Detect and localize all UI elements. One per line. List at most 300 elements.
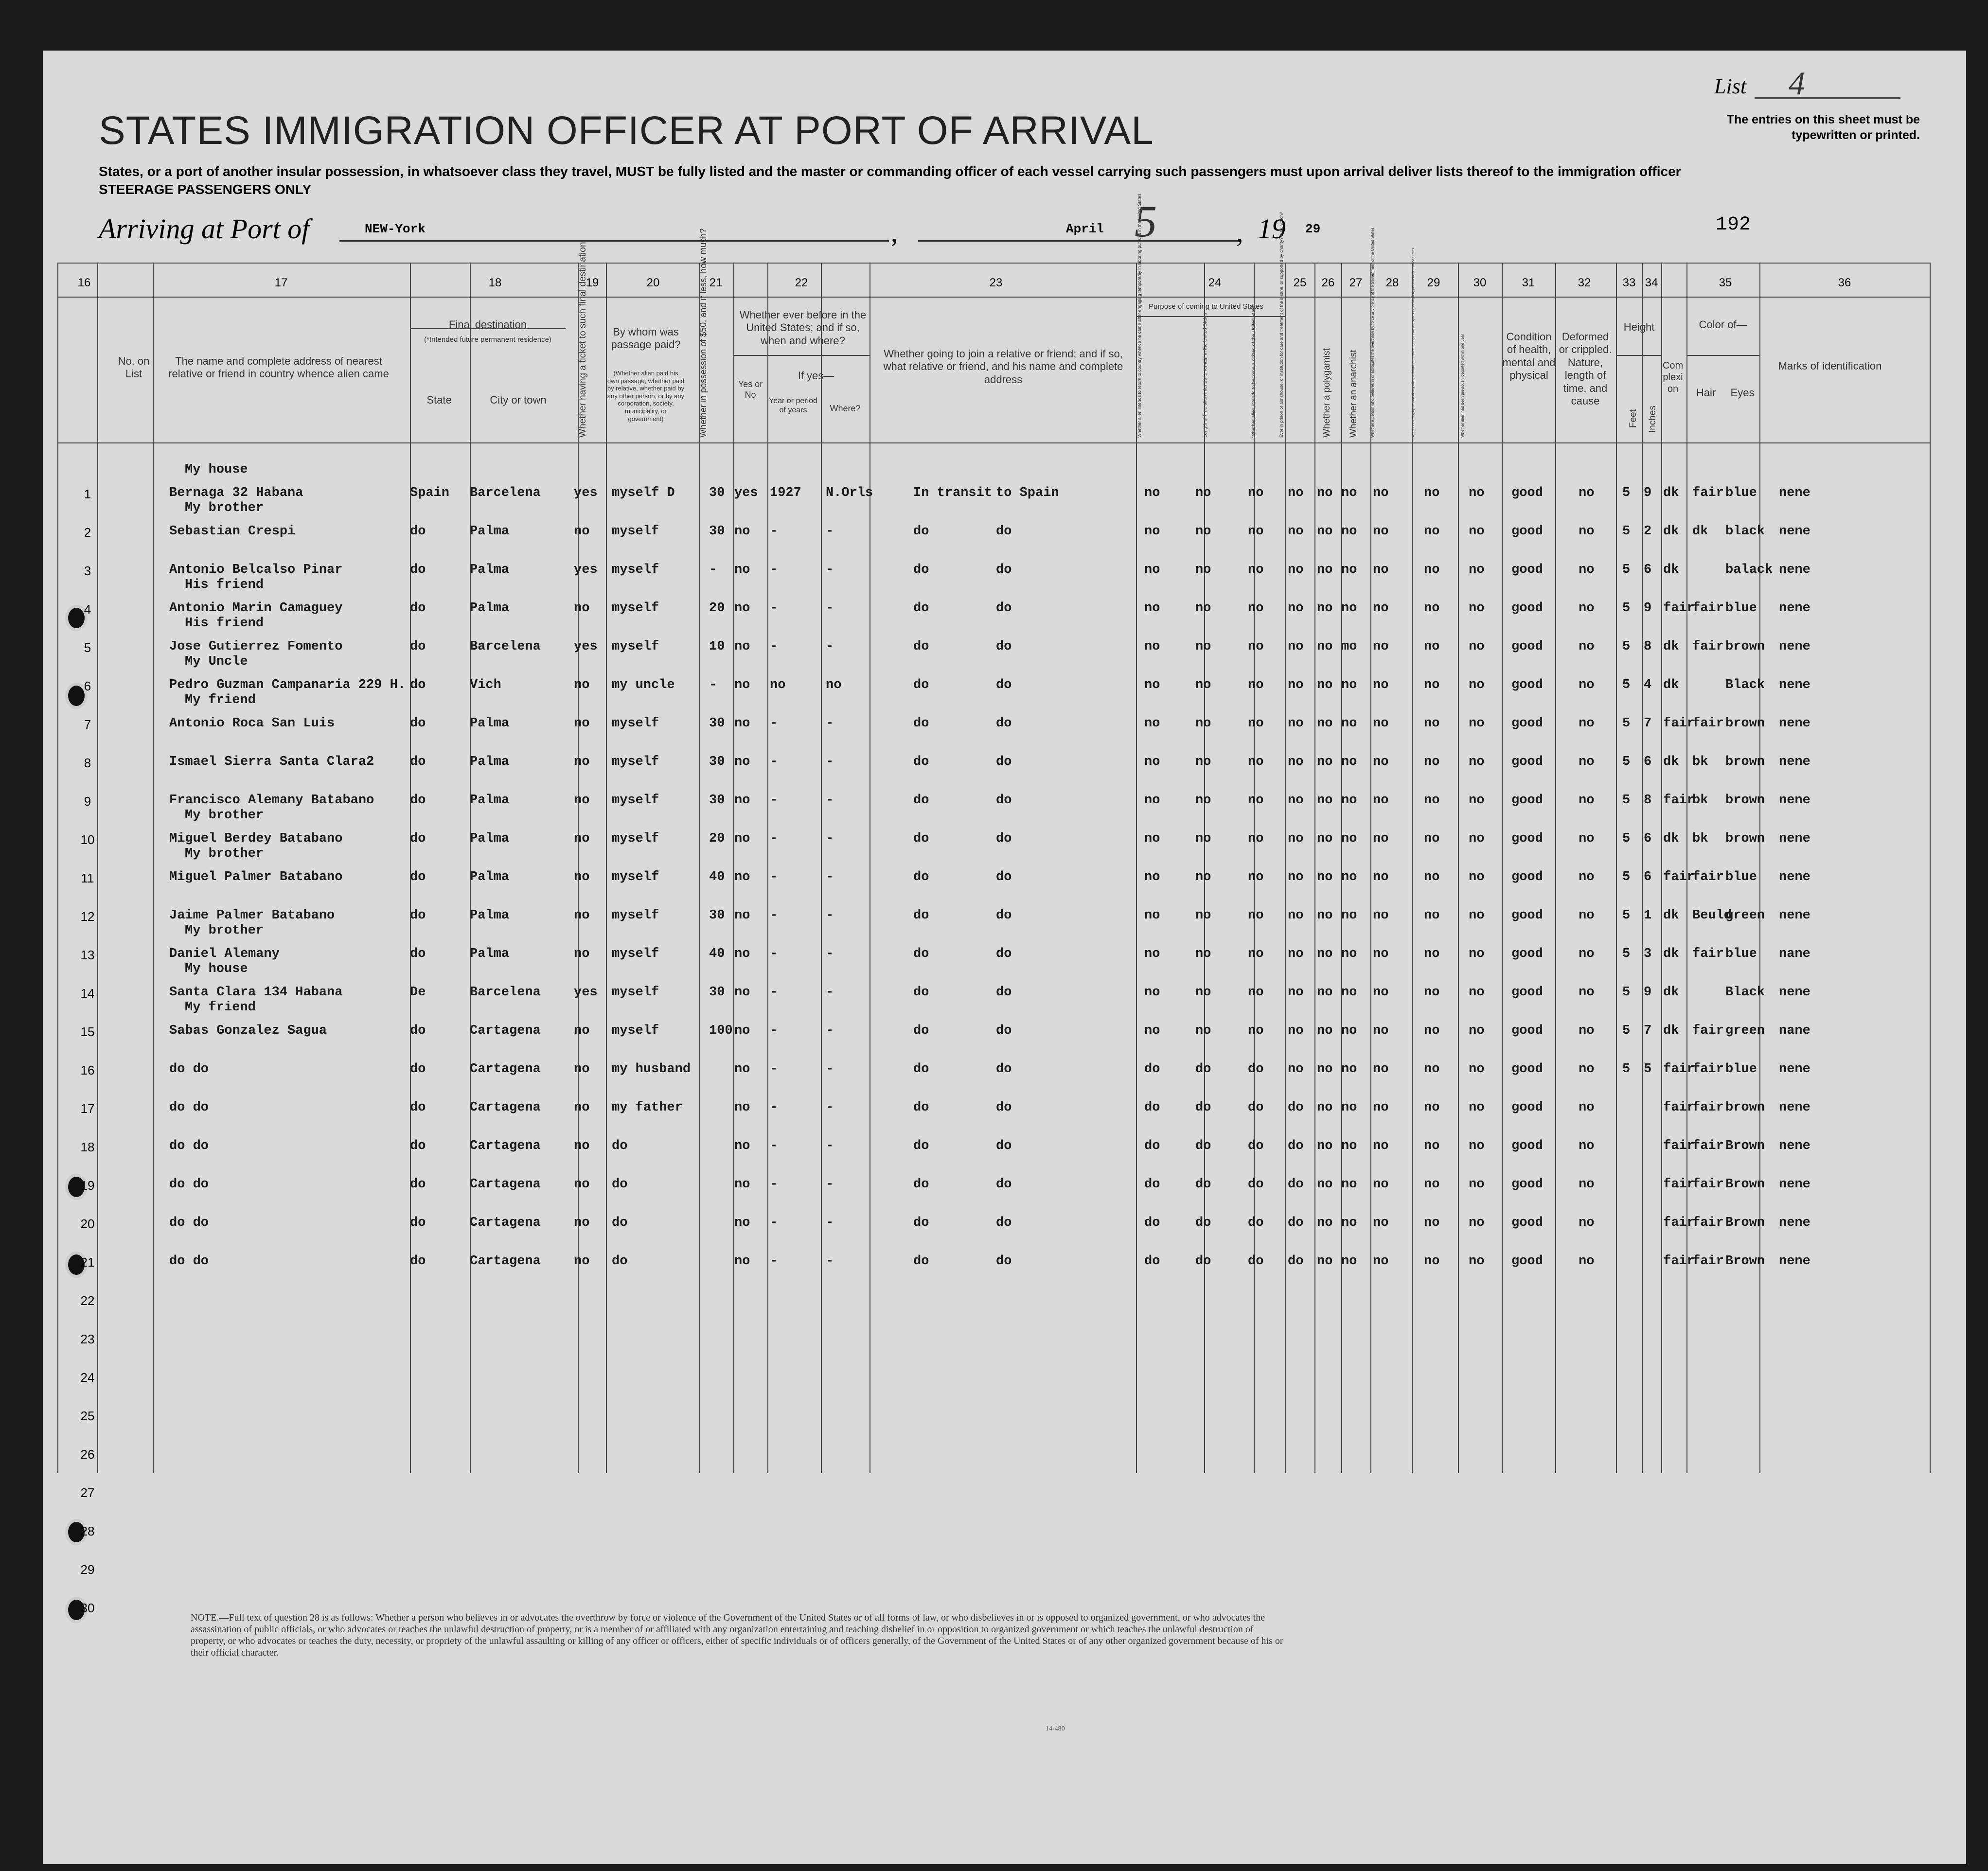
cell-years: -	[770, 947, 778, 961]
row-number: 1	[84, 487, 91, 501]
header-no-on-list: No. on List	[118, 355, 150, 380]
cell-q28: no	[1373, 755, 1389, 769]
cell-marks: nene	[1779, 985, 1810, 1000]
cell-years: -	[770, 1177, 778, 1192]
cell-rel2: Antonio Marin Camaguey	[169, 601, 343, 616]
cell-in: 9	[1644, 601, 1652, 616]
header-q29: Whether coming by reason of any offer, solicitation, promise, or agreement, expressed or implied, to labor in the United States	[1412, 248, 1415, 438]
header-where: Where?	[830, 404, 861, 413]
cell-p2: no	[1195, 908, 1211, 923]
cell-money: 30	[709, 524, 725, 539]
cell-p1: no	[1144, 563, 1160, 577]
cell-city: Cartagena	[470, 1177, 541, 1192]
cell-eyes: green	[1725, 1024, 1765, 1038]
cell-q25: no	[1288, 870, 1304, 884]
cell-join1: do	[913, 793, 929, 808]
cell-q27: no	[1341, 1139, 1357, 1153]
cell-before: no	[734, 755, 750, 769]
form-header	[57, 59, 1930, 264]
cell-q29: no	[1424, 985, 1440, 1000]
column-rule	[1370, 263, 1371, 1473]
cell-money: 30	[709, 486, 725, 500]
header-state: State	[426, 394, 452, 406]
cell-hair: bk	[1692, 831, 1708, 846]
cell-ft: 5	[1622, 1024, 1631, 1038]
cell-p3: do	[1248, 1254, 1264, 1269]
cell-hair: Beuld	[1692, 908, 1732, 923]
cell-p3: do	[1248, 1177, 1264, 1192]
cell-before: no	[734, 870, 750, 884]
cell-before: no	[734, 831, 750, 846]
cell-state: do	[410, 716, 426, 731]
column-rule	[1616, 263, 1617, 1473]
cell-deformed: no	[1579, 1254, 1595, 1269]
header-color-of: Color of—	[1699, 318, 1747, 331]
cell-ticket: no	[574, 1062, 590, 1077]
port-line	[339, 240, 889, 242]
cell-health: good	[1511, 985, 1543, 1000]
cell-eyes: black	[1725, 524, 1765, 539]
cell-eyes: green	[1725, 908, 1765, 923]
cell-deformed: no	[1579, 1216, 1595, 1230]
cell-rel2: Jaime Palmer Batabano	[169, 908, 335, 923]
column-number: 28	[1385, 276, 1399, 289]
column-number: 34	[1645, 276, 1658, 289]
cell-years: -	[770, 1062, 778, 1077]
cell-city: Palma	[470, 831, 510, 846]
cell-before: no	[734, 524, 750, 539]
cell-hair: fair	[1692, 1100, 1724, 1115]
cell-comp: dk	[1663, 908, 1679, 923]
cell-rel2: do do	[169, 1062, 209, 1077]
cell-paid: myself	[612, 563, 659, 577]
cell-health: good	[1511, 1100, 1543, 1115]
cell-ticket: no	[574, 1100, 590, 1115]
cell-q27: no	[1341, 1024, 1357, 1038]
cell-join1: do	[913, 639, 929, 654]
cell-join2: do	[996, 831, 1012, 846]
cell-where: -	[826, 1024, 834, 1038]
arriving-label: Arriving at Port of	[99, 213, 310, 245]
cell-q27: no	[1341, 947, 1357, 961]
cell-where: -	[826, 908, 834, 923]
column-number: 24	[1208, 276, 1222, 289]
cell-where: -	[826, 870, 834, 884]
cell-p2: no	[1195, 486, 1211, 500]
row-number: 28	[80, 1524, 95, 1538]
cell-before: no	[734, 1216, 750, 1230]
header-rule	[57, 297, 1930, 298]
row-number: 12	[80, 909, 95, 924]
cell-q26: no	[1317, 1254, 1333, 1269]
cell-join2: do	[996, 1177, 1012, 1192]
cell-p2: no	[1195, 755, 1211, 769]
passenger-class: STEERAGE PASSENGERS ONLY	[99, 182, 312, 197]
cell-rel2: Pedro Guzman Campanaria 229 H.	[169, 678, 406, 692]
cell-ft: 5	[1622, 947, 1631, 961]
cell-q26: no	[1317, 716, 1333, 731]
cell-health: good	[1511, 716, 1543, 731]
cell-q27: no	[1341, 1216, 1357, 1230]
cell-in: 6	[1644, 831, 1652, 846]
cell-q30: no	[1469, 947, 1485, 961]
cell-q25: do	[1288, 1254, 1304, 1269]
separator-comma: ,	[891, 216, 898, 248]
cell-ft: 5	[1622, 793, 1631, 808]
header-hair: Hair	[1696, 387, 1716, 399]
cell-eyes: brown	[1725, 1100, 1765, 1115]
cell-paid: myself	[612, 524, 659, 539]
cell-p1: no	[1144, 755, 1160, 769]
cell-hair: fair	[1692, 716, 1724, 731]
row-number: 3	[84, 564, 91, 578]
header-rule	[57, 263, 1930, 264]
cell-city: Palma	[470, 716, 510, 731]
cell-where: -	[826, 639, 834, 654]
form-title: STATES IMMIGRATION OFFICER AT PORT OF ARRIVAL	[99, 108, 1154, 153]
cell-hair: fair	[1692, 1177, 1724, 1192]
cell-health: good	[1511, 639, 1543, 654]
cell-ft: 5	[1622, 563, 1631, 577]
cell-p2: do	[1195, 1254, 1211, 1269]
cell-before: no	[734, 793, 750, 808]
cell-hair: fair	[1692, 639, 1724, 654]
cell-join1: do	[913, 985, 929, 1000]
cell-ticket: yes	[574, 639, 598, 654]
cell-ft: 5	[1622, 601, 1631, 616]
cell-where: -	[826, 524, 834, 539]
cell-join2: do	[996, 1024, 1012, 1038]
cell-health: good	[1511, 1139, 1543, 1153]
cell-q30: no	[1469, 1216, 1485, 1230]
cell-state: Spain	[410, 486, 450, 500]
header-rule	[1136, 316, 1285, 317]
cell-comp: fair	[1663, 1177, 1695, 1192]
cell-paid: myself	[612, 755, 659, 769]
cell-q29: no	[1424, 755, 1440, 769]
cell-q27: mo	[1341, 639, 1357, 654]
column-rule	[606, 263, 607, 1473]
cell-city: Palma	[470, 755, 510, 769]
cell-state: do	[410, 1024, 426, 1038]
cell-in: 6	[1644, 870, 1652, 884]
cell-city: Palma	[470, 908, 510, 923]
cell-ft: 5	[1622, 716, 1631, 731]
header-rule	[57, 442, 1930, 443]
cell-deformed: no	[1579, 831, 1595, 846]
cell-marks: nene	[1779, 524, 1810, 539]
header-passage-note: (Whether alien paid his own passage, whether paid by relative, whether paid by any other person, or by any corporation, society, municipality, or government)	[607, 370, 685, 423]
cell-city: Cartagena	[470, 1139, 541, 1153]
cell-join1: do	[913, 716, 929, 731]
cell-q28: no	[1373, 985, 1389, 1000]
cell-join1: do	[913, 1062, 929, 1077]
cell-p2: no	[1195, 793, 1211, 808]
row-number: 2	[84, 525, 91, 540]
row-number: 8	[84, 756, 91, 770]
cell-marks: nane	[1779, 947, 1810, 961]
cell-q25: do	[1288, 1100, 1304, 1115]
cell-rel2: Francisco Alemany Batabano	[169, 793, 374, 808]
column-rule	[57, 263, 58, 1473]
header-purpose-b: Length of time alien intends to remain in the United States	[1203, 313, 1208, 438]
row-number: 14	[80, 986, 95, 1001]
cell-health: good	[1511, 486, 1543, 500]
cell-q26: no	[1317, 563, 1333, 577]
cell-p1: no	[1144, 831, 1160, 846]
cell-paid: myself	[612, 601, 659, 616]
relative-relation: My house	[185, 462, 248, 477]
cell-comp: fair	[1663, 793, 1695, 808]
cell-q26: no	[1317, 1024, 1333, 1038]
cell-paid: myself	[612, 985, 659, 1000]
cell-ft: 5	[1622, 755, 1631, 769]
cell-eyes: blue	[1725, 947, 1757, 961]
cell-eyes: Black	[1725, 985, 1765, 1000]
row-number: 17	[80, 1101, 95, 1116]
cell-deformed: no	[1579, 908, 1595, 923]
cell-paid: myself	[612, 947, 659, 961]
cell-city: Barcelena	[470, 486, 541, 500]
form-code: 14-480	[1046, 1725, 1065, 1732]
cell-years: -	[770, 1216, 778, 1230]
cell-q29: no	[1424, 1100, 1440, 1115]
cell-before: no	[734, 716, 750, 731]
cell-q28: no	[1373, 870, 1389, 884]
header-purpose-c: Whether alien intends to become a citizen of the United States	[1251, 303, 1257, 438]
cell-health: good	[1511, 793, 1543, 808]
cell-state: do	[410, 1139, 426, 1153]
cell-q29: no	[1424, 1216, 1440, 1230]
cell-before: no	[734, 947, 750, 961]
cell-deformed: no	[1579, 601, 1595, 616]
cell-q29: no	[1424, 1139, 1440, 1153]
cell-q30: no	[1469, 716, 1485, 731]
cell-years: -	[770, 985, 778, 1000]
row-number: 23	[80, 1332, 95, 1346]
cell-deformed: no	[1579, 716, 1595, 731]
cell-comp: dk	[1663, 563, 1679, 577]
row-number: 7	[84, 717, 91, 732]
column-rule	[1642, 263, 1643, 1473]
column-number: 35	[1719, 276, 1732, 289]
cell-where: -	[826, 716, 834, 731]
cell-marks: nene	[1779, 563, 1810, 577]
cell-paid: myself	[612, 908, 659, 923]
cell-ft: 5	[1622, 831, 1631, 846]
relative-relation: My brother	[185, 501, 264, 515]
column-number: 27	[1349, 276, 1363, 289]
cell-city: Palma	[470, 601, 510, 616]
cell-state: do	[410, 601, 426, 616]
column-rule	[1412, 263, 1413, 1473]
header-money: Whether in possession of $50, and if less, how much?	[698, 228, 708, 438]
cell-money: 40	[709, 947, 725, 961]
column-rule	[1930, 263, 1931, 1473]
cell-ticket: no	[574, 716, 590, 731]
cell-q25: do	[1288, 1216, 1304, 1230]
relative-relation: My brother	[185, 923, 264, 938]
cell-p3: no	[1248, 793, 1264, 808]
header-final-destination: Final destination	[448, 318, 527, 331]
cell-join1: do	[913, 1177, 929, 1192]
cell-p1: no	[1144, 793, 1160, 808]
cell-years: -	[770, 1139, 778, 1153]
cell-q26: no	[1317, 1177, 1333, 1192]
header-rule	[1686, 355, 1759, 356]
cell-q27: no	[1341, 908, 1357, 923]
header-marks: Marks of identification	[1778, 360, 1882, 372]
cell-ticket: no	[574, 908, 590, 923]
cell-p2: no	[1195, 639, 1211, 654]
cell-health: good	[1511, 755, 1543, 769]
cell-p2: no	[1195, 831, 1211, 846]
cell-state: do	[410, 1100, 426, 1115]
cell-city: Barcelena	[470, 985, 541, 1000]
header-years: Year or period of years	[769, 397, 817, 415]
cell-in: 9	[1644, 985, 1652, 1000]
cell-state: do	[410, 524, 426, 539]
column-number: 16	[77, 276, 91, 289]
cell-paid: myself	[612, 639, 659, 654]
row-number: 15	[80, 1024, 95, 1039]
cell-years: -	[770, 1254, 778, 1269]
cell-ft: 5	[1622, 524, 1631, 539]
column-number: 36	[1838, 276, 1851, 289]
cell-q25: no	[1288, 524, 1304, 539]
cell-deformed: no	[1579, 639, 1595, 654]
cell-join1: do	[913, 678, 929, 692]
cell-in: 1	[1644, 908, 1652, 923]
cell-q26: no	[1317, 793, 1333, 808]
cell-q29: no	[1424, 831, 1440, 846]
cell-eyes: blue	[1725, 486, 1757, 500]
column-number: 31	[1522, 276, 1535, 289]
cell-q30: no	[1469, 486, 1485, 500]
cell-hair: fair	[1692, 1254, 1724, 1269]
header-nearest-relative: The name and complete address of nearest relative or friend in country whence alien came	[168, 355, 389, 380]
cell-where: -	[826, 563, 834, 577]
cell-q26: no	[1317, 1100, 1333, 1115]
cell-p3: no	[1248, 947, 1264, 961]
cell-q30: no	[1469, 563, 1485, 577]
cell-in: 7	[1644, 716, 1652, 731]
relative-relation: My friend	[185, 693, 256, 707]
cell-paid: do	[612, 1177, 628, 1192]
cell-deformed: no	[1579, 755, 1595, 769]
cell-p3: no	[1248, 563, 1264, 577]
year-printed: 192	[1716, 214, 1751, 236]
cell-before: no	[734, 908, 750, 923]
column-rule	[1341, 263, 1342, 1473]
column-rule	[1458, 263, 1459, 1473]
cell-comp: dk	[1663, 985, 1679, 1000]
cell-deformed: no	[1579, 524, 1595, 539]
cell-where: -	[826, 1139, 834, 1153]
cell-health: good	[1511, 563, 1543, 577]
cell-ticket: no	[574, 793, 590, 808]
cell-where: -	[826, 755, 834, 769]
cell-ticket: no	[574, 1177, 590, 1192]
cell-marks: nene	[1779, 831, 1810, 846]
cell-q26: no	[1317, 1062, 1333, 1077]
cell-ticket: no	[574, 1254, 590, 1269]
cell-money: 100	[709, 1024, 733, 1038]
cell-rel2: Antonio Belcalso Pinar	[169, 563, 343, 577]
cell-join2: do	[996, 524, 1012, 539]
cell-eyes: brown	[1725, 793, 1765, 808]
cell-money: 30	[709, 908, 725, 923]
cell-q25: no	[1288, 486, 1304, 500]
cell-rel2: Miguel Palmer Batabano	[169, 870, 343, 884]
cell-join1: do	[913, 1100, 929, 1115]
cell-q28: no	[1373, 947, 1389, 961]
row-number: 10	[80, 832, 95, 847]
cell-p3: no	[1248, 755, 1264, 769]
cell-q26: no	[1317, 678, 1333, 692]
cell-ticket: no	[574, 831, 590, 846]
cell-health: good	[1511, 601, 1543, 616]
header-anarchist: Whether an anarchist	[1349, 350, 1359, 438]
cell-join1: do	[913, 563, 929, 577]
cell-health: good	[1511, 1177, 1543, 1192]
cell-in: 3	[1644, 947, 1652, 961]
cell-ticket: no	[574, 755, 590, 769]
cell-before: no	[734, 985, 750, 1000]
column-rule	[153, 263, 154, 1473]
cell-p2: do	[1195, 1216, 1211, 1230]
cell-p2: no	[1195, 601, 1211, 616]
column-number: 18	[488, 276, 502, 289]
column-rule	[733, 263, 734, 1473]
cell-city: Palma	[470, 870, 510, 884]
cell-before: no	[734, 601, 750, 616]
cell-deformed: no	[1579, 1139, 1595, 1153]
cell-q27: no	[1341, 1254, 1357, 1269]
cell-years: -	[770, 793, 778, 808]
cell-where: -	[826, 985, 834, 1000]
cell-rel2: Sebastian Crespi	[169, 524, 296, 539]
cell-q29: no	[1424, 678, 1440, 692]
cell-join1: do	[913, 601, 929, 616]
cell-q29: no	[1424, 1177, 1440, 1192]
cell-years: -	[770, 601, 778, 616]
cell-q25: no	[1288, 908, 1304, 923]
cell-q27: no	[1341, 486, 1357, 500]
cell-q28: no	[1373, 678, 1389, 692]
cell-ticket: no	[574, 1024, 590, 1038]
cell-rel2: do do	[169, 1177, 209, 1192]
column-rule	[1204, 263, 1205, 1473]
cell-join2: do	[996, 601, 1012, 616]
cell-q30: no	[1469, 639, 1485, 654]
cell-q25: no	[1288, 755, 1304, 769]
cell-deformed: no	[1579, 1177, 1595, 1192]
cell-eyes: brown	[1725, 831, 1765, 846]
cell-q29: no	[1424, 524, 1440, 539]
cell-q27: no	[1341, 678, 1357, 692]
cell-years: 1927	[770, 486, 801, 500]
arrival-port: NEW-York	[365, 222, 426, 236]
cell-q30: no	[1469, 908, 1485, 923]
cell-before: no	[734, 563, 750, 577]
cell-q28: no	[1373, 1062, 1389, 1077]
cell-marks: nane	[1779, 1024, 1810, 1038]
cell-q30: no	[1469, 870, 1485, 884]
cell-p2: no	[1195, 716, 1211, 731]
column-rule	[470, 263, 471, 1473]
cell-join2: do	[996, 755, 1012, 769]
